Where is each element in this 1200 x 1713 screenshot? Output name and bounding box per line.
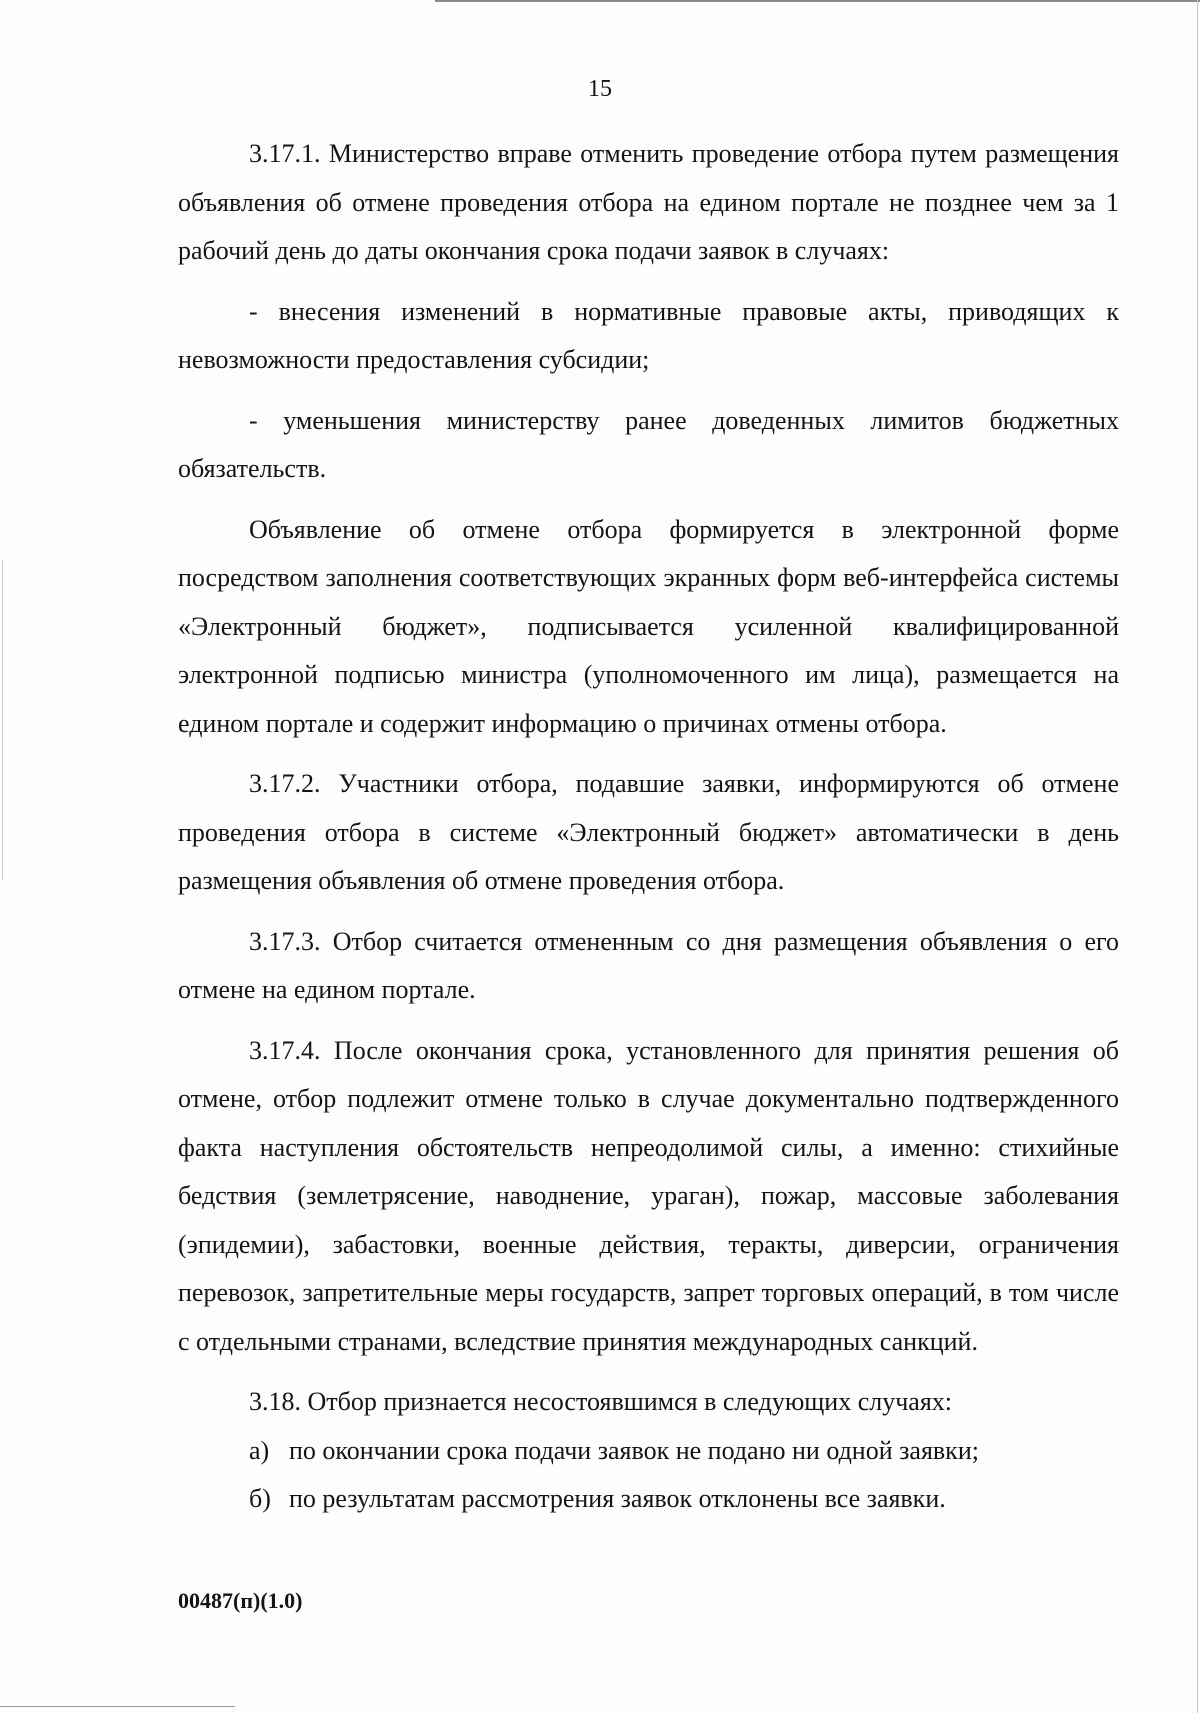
paragraph-cancellation-notice: Объявление об отмене отбора формируется в электронной форме посредством заполнения соответствующих экранных форм веб-интерфейса системы «Электронный бюджет», подписывается усиленной квалифицированной электронной подписью министра (уполномоченного им лица), размещается на едином портале и содержит информацию о причинах отмены отбора.	[178, 514, 1119, 738]
scan-edge-top	[435, 0, 1200, 2]
paragraph-case-regulations: - внесения изменений в нормативные правовые акты, приводящих к невозможности предоставления субсидии;	[178, 296, 1119, 374]
page-number: 15	[588, 76, 612, 102]
list-marker: б)	[249, 1484, 271, 1513]
document-code: 00487(п)(1.0)	[178, 1588, 303, 1613]
paragraph-3-18: 3.18. Отбор признается несостоявшимся в следующих случаях:	[249, 1387, 953, 1416]
scan-edge-bottom	[0, 1706, 235, 1707]
document-body	[178, 130, 1119, 1524]
list-item-a	[178, 1427, 1119, 1476]
scan-edge-left	[2, 560, 3, 880]
list-item-b	[178, 1475, 1119, 1524]
paragraph-3-17-2: 3.17.2. Участники отбора, подавшие заявки, информируются об отмене проведения отбора в системе «Электронный бюджет» автоматически в день размещения объявления об отмене проведения отбора.	[178, 769, 1119, 895]
scan-edge-right	[1197, 0, 1198, 1713]
list-marker: а)	[249, 1435, 270, 1465]
paragraph-3-17-4: 3.17.4. После окончания срока, установленного для принятия решения об отмене, отбор подлежит отмене только в случае документально подтвержденного факта наступления обстоятельств непреодолимой силы, а именно: стихийные бедствия (землетрясение, наводнение, ураган), пожар, массовые заболевания (эпидемии), забастовки, военные действия, теракты, диверсии, ограничения перевозок, запретительные меры государств, запрет торговых операций, в том числе с отдельными странами, вследствие принятия международных санкций.	[178, 1035, 1119, 1356]
paragraph-case-limits: - уменьшения министерству ранее доведенных лимитов бюджетных обязательств.	[178, 405, 1119, 483]
list-item-text: по результатам рассмотрения заявок отклонены все заявки.	[289, 1484, 946, 1513]
paragraph-3-17-3: 3.17.3. Отбор считается отмененным со дня размещения объявления о его отмене на едином портале.	[178, 926, 1119, 1004]
list-item-text: по окончании срока подачи заявок не подано ни одной заявки;	[289, 1435, 979, 1465]
paragraph-3-17-1: 3.17.1. Министерство вправе отменить проведение отбора путем размещения объявления об отмене проведения отбора на едином портале не позднее чем за 1 рабочий день до даты окончания срока подачи заявок в случаях:	[178, 139, 1119, 265]
